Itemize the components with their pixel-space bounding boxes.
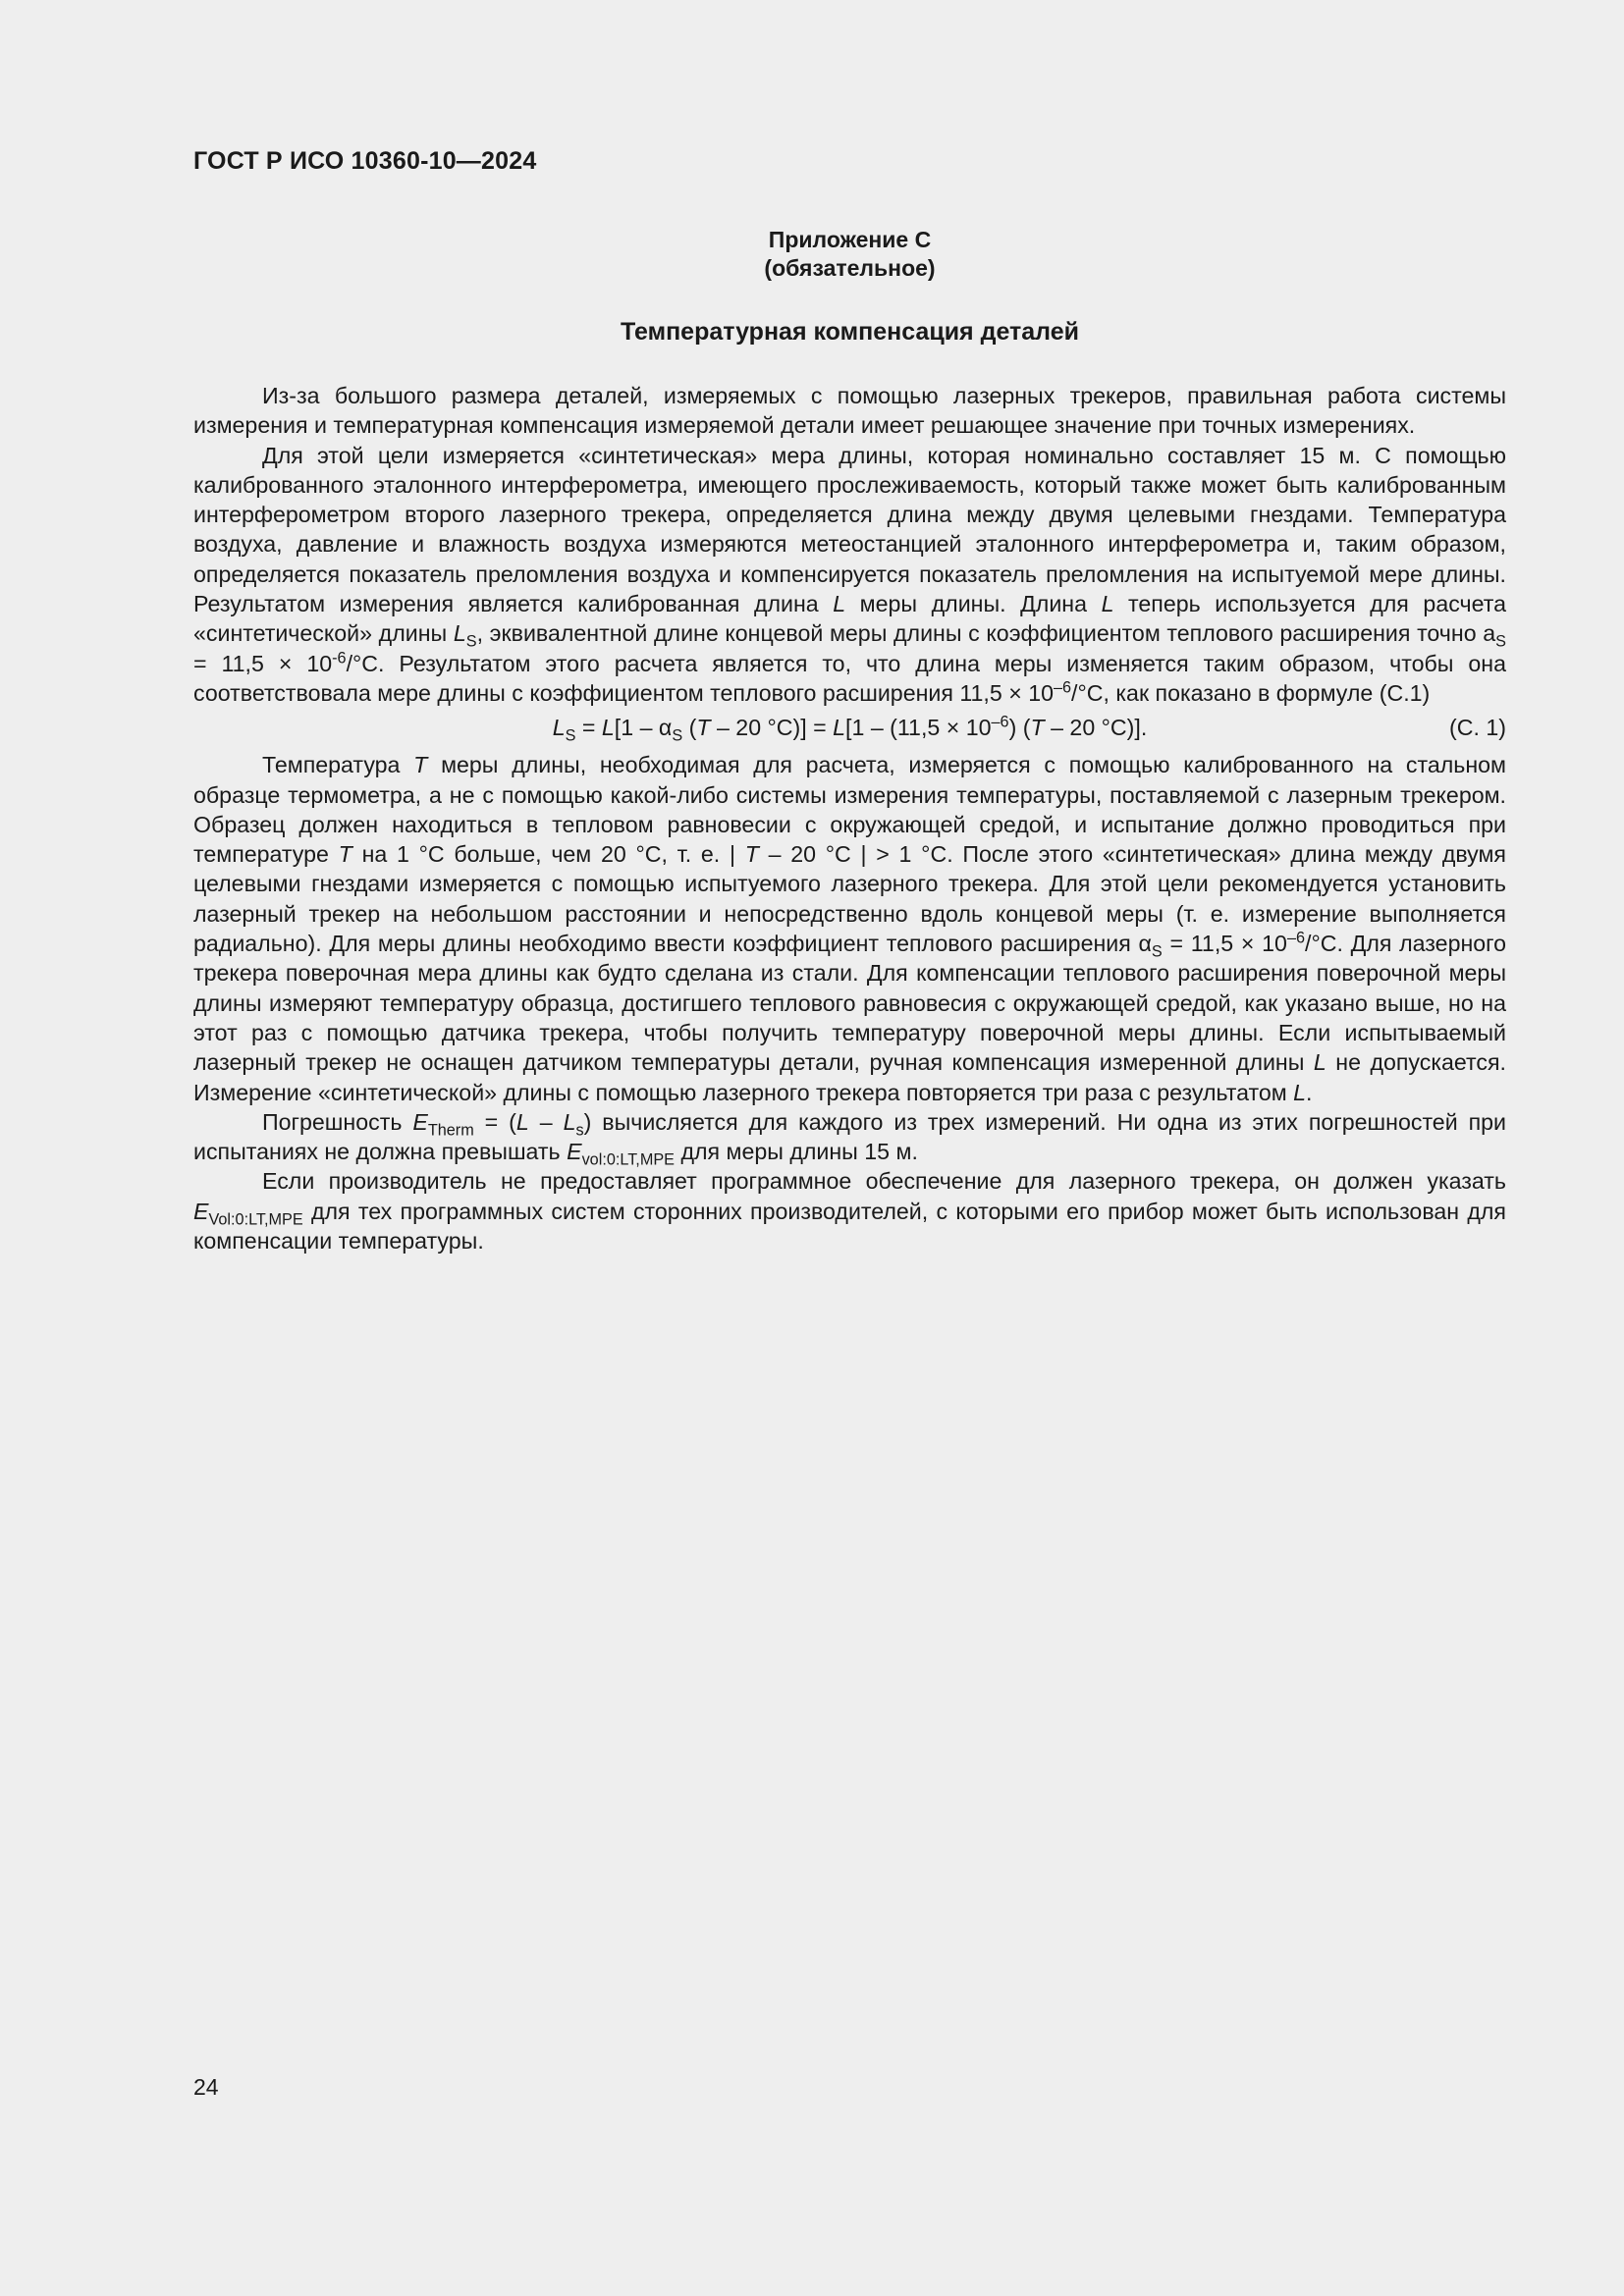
document-body	[193, 381, 1506, 1255]
paragraph-3: Температура Т меры длины, необходимая для расчета, измеряется с помощью калиброванного на стальном образце термометра, а не с помощью какой-либо системы измерения температуры, поставляемой с лазерным трекером. Образец должен находиться в тепловом равновесии с окружающей средой, и испытание должно проводиться при температуре Т на 1 °С больше, чем 20 °С, т. е. | Т – 20 °С | > 1 °С. После этого «синтетическая» длина между двумя целевыми гнездами измеряется с помощью испытуемого лазерного трекера. Для этой цели рекомендуется установить лазерный трекер на небольшом расстоянии и непосредственно вдоль концевой меры (т. е. измерение выполняется радиально). Для меры длины необходимо ввести коэффициент теплового расширения $\alpha_S = 11,5 \times 10^{-6}/^\circ С$. Для лазерного трекера поверочная мера длины как будто сделана из стали. Для компенсации теплового расширения поверочной меры длины измеряют температуру образца, достигшего теплового равновесия с окружающей средой, как указано выше, но на этот раз с помощью датчика трекера, чтобы получить температуру поверочной меры длины. Если испытываемый лазерный трекер не оснащен датчиком температуры детали, ручная компенсация измеренной длины L не допускается. Измерение «синтетической» длины с помощью лазерного трекера повторяется три раза с результатом L.	[193, 752, 1507, 1105]
paragraph-5: Если производитель не предоставляет программное обеспечение для лазерного трекера, он должен указать $E_{Vol:0:LT,MPE}$ для тех программных систем сторонних производителей, с которыми его прибор может быть использован для компенсации температуры.	[193, 1168, 1506, 1255]
formula-c1	[193, 712, 1506, 744]
paragraph-2: Для этой цели измеряется «синтетическая» мера длины, которая номинально составляет 15 м. С помощью калиброванного эталонного интерферометра, имеющего прослеживаемость, который также может быть калиброванным интерферометром второго лазерного трекера, определяется длина между двумя целевыми гнездами. Температура воздуха, давление и влажность воздуха измеряются метеостанцией эталонного интерферометра и, таким образом, определяется показатель преломления воздуха и компенсируется показатель преломления на испытуемой мере длины. Результатом измерения является калиброванная длина L меры длины. Длина L теперь используется для расчета «синтетической» длины $L_S$, эквивалентной длине концевой меры длины с коэффициентом теплового расширения точно $a_S = 11,5 \times 10^{-6}/^\circ С$. Результатом этого расчета является то, что длина меры изменяется таким образом, чтобы она соответствовала мере длины с коэффициентом теплового расширения $11,5 \times 10^{-6}/^\circ С$, как показано в формуле (С.1)	[193, 442, 1507, 706]
document-header: ГОСТ Р ИСО 10360-10—2024	[193, 147, 537, 175]
annex-title: Приложение С	[768, 227, 932, 252]
formula-expression: $L_S = L[1 - \alpha_S$ (T – 20 $^\circ С)] = L[1 - (11,5 \times 10^{-6})$ (T – 20 °С)].	[552, 713, 1148, 745]
formula-number: (С. 1)	[1449, 715, 1506, 741]
annex-status: (обязательное)	[764, 255, 936, 281]
page-number: 24	[193, 2074, 219, 2100]
paragraph-1: Из-за большого размера деталей, измеряемых с помощью лазерных трекеров, правильная работа системы измерения и температурная компенсация измеряемой детали имеет решающее значение при точных измерениях.	[193, 383, 1506, 439]
paragraph-4: Погрешность $E_{Therm} = (L - L_s)$ вычисляется для каждого из трех измерений. Ни одна из этих погрешностей при испытаниях не должна превышать $E_{vol:0:LT,MPE}$ для меры длины 15 м.	[193, 1108, 1506, 1169]
annex-heading	[193, 226, 1506, 283]
section-title: Температурная компенсация деталей	[620, 318, 1080, 346]
